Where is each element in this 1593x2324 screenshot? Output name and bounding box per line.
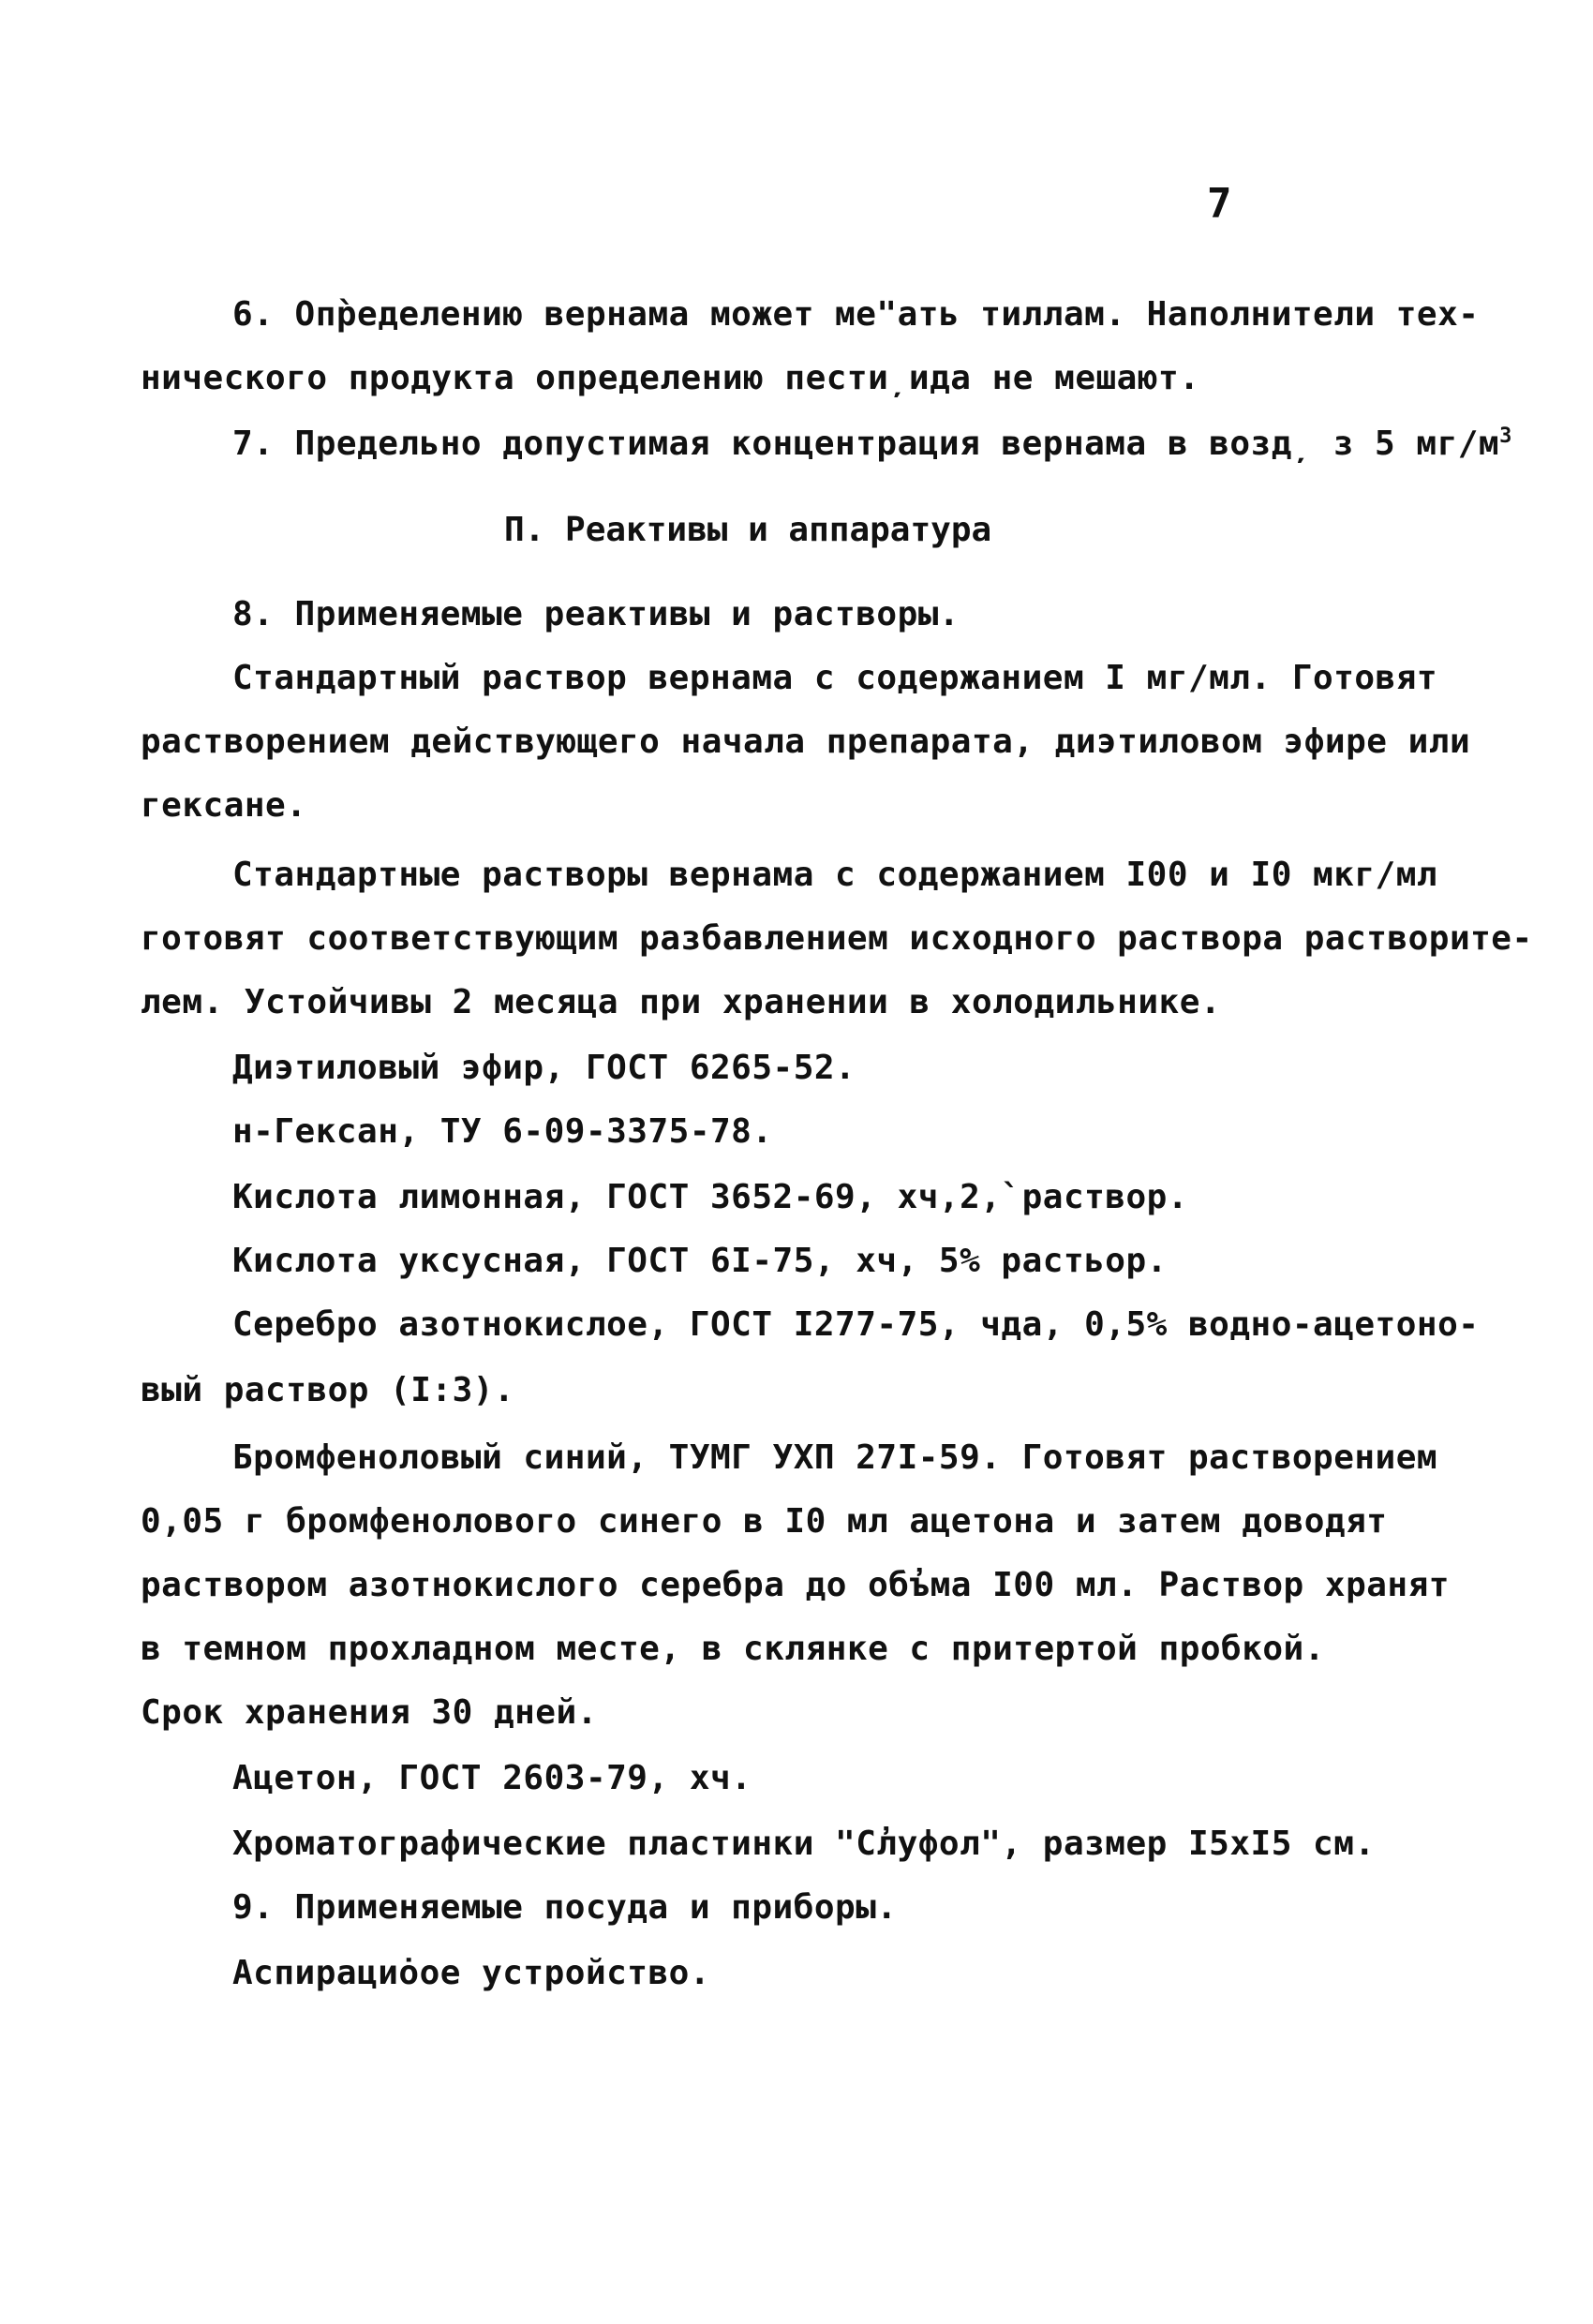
standard-solution-line-3: гексане. bbox=[141, 786, 307, 825]
reagent-bromophenol-line-5: Срок хранения 30 дней. bbox=[141, 1693, 598, 1732]
superscript-3: 3 bbox=[1499, 425, 1512, 448]
standard-solutions-line-1: Стандартные растворы вернама с содержанием I00 и I0 мкг/мл bbox=[232, 856, 1438, 894]
reagent-bromophenol-line-3: раствором азотнокислого серебра до объ̓ма I00 мл. Раствор хранят bbox=[141, 1566, 1450, 1604]
reagent-bromophenol-line-1: Бромфеноловый синий, ТУМГ УХП 27I-59. Готовят растворением bbox=[232, 1438, 1438, 1477]
reagent-chromatography-plates: Хроматографические пластинки "С̓луфол", размер I5xI5 см. bbox=[232, 1825, 1376, 1863]
reagent-hexane: н-Гексан, ТУ 6-09-3375-78. bbox=[232, 1112, 773, 1151]
reagent-citric-acid: Кислота лимонная, ГОСТ 3652-69, хч,2,̀ раствор. bbox=[232, 1178, 1188, 1216]
standard-solution-line-1: Стандартный раствор вернама с содержанием I мг/мл. Готовят bbox=[232, 659, 1438, 697]
standard-solution-line-2: растворением действующего начала препарата, диэтиловом эфире или bbox=[141, 723, 1471, 761]
para-6-line-1: 6. Опр̀еделению вернама может ме"ать тиллам. Наполнители тех- bbox=[232, 295, 1480, 334]
reagent-acetone: Ацетон, ГОСТ 2603-79, хч. bbox=[232, 1759, 752, 1797]
reagent-bromophenol-line-2: 0,05 г бромфенолового синего в I0 мл ацетона и затем доводят bbox=[141, 1502, 1388, 1541]
reagent-diethyl-ether: Диэтиловый эфир, ГОСТ 6265-52. bbox=[232, 1049, 856, 1087]
reagent-silver-nitrate-line-2: вый раствор (I:3). bbox=[141, 1371, 515, 1409]
para-7-line bbox=[232, 427, 1512, 461]
standard-solutions-line-2: готовят соответствующим разбавлением исходного раствора растворите- bbox=[141, 919, 1533, 958]
para-7-text: 7. Предельно допустимая концентрация вернама в возд̦ з 5 мг/м bbox=[232, 425, 1500, 463]
page-number: 7 bbox=[1207, 180, 1232, 228]
reagent-acetic-acid: Кислота уксусная, ГОСТ 6I-75, хч, 5% растьор. bbox=[232, 1242, 1168, 1280]
reagent-silver-nitrate-line-1: Серебро азотнокислое, ГОСТ I277-75, чда, 0,5% водно-ацетоно- bbox=[232, 1305, 1480, 1344]
equipment-aspirator: Аспирацио̇ое устройство. bbox=[232, 1954, 710, 1992]
section-heading: П. Реактивы и аппаратура bbox=[504, 511, 992, 549]
para-9-heading: 9. Применяемые посуда и приборы. bbox=[232, 1888, 898, 1927]
reagent-bromophenol-line-4: в темном прохладном месте, в склянке с притертой пробкой. bbox=[141, 1630, 1325, 1668]
standard-solutions-line-3: лем. Устойчивы 2 месяца при хранении в холодильнике. bbox=[141, 983, 1222, 1021]
para-8-heading: 8. Применяемые реактивы и растворы. bbox=[232, 595, 960, 633]
para-6-line-2: нического продукта определению пести̦ида не мешают. bbox=[141, 359, 1200, 397]
